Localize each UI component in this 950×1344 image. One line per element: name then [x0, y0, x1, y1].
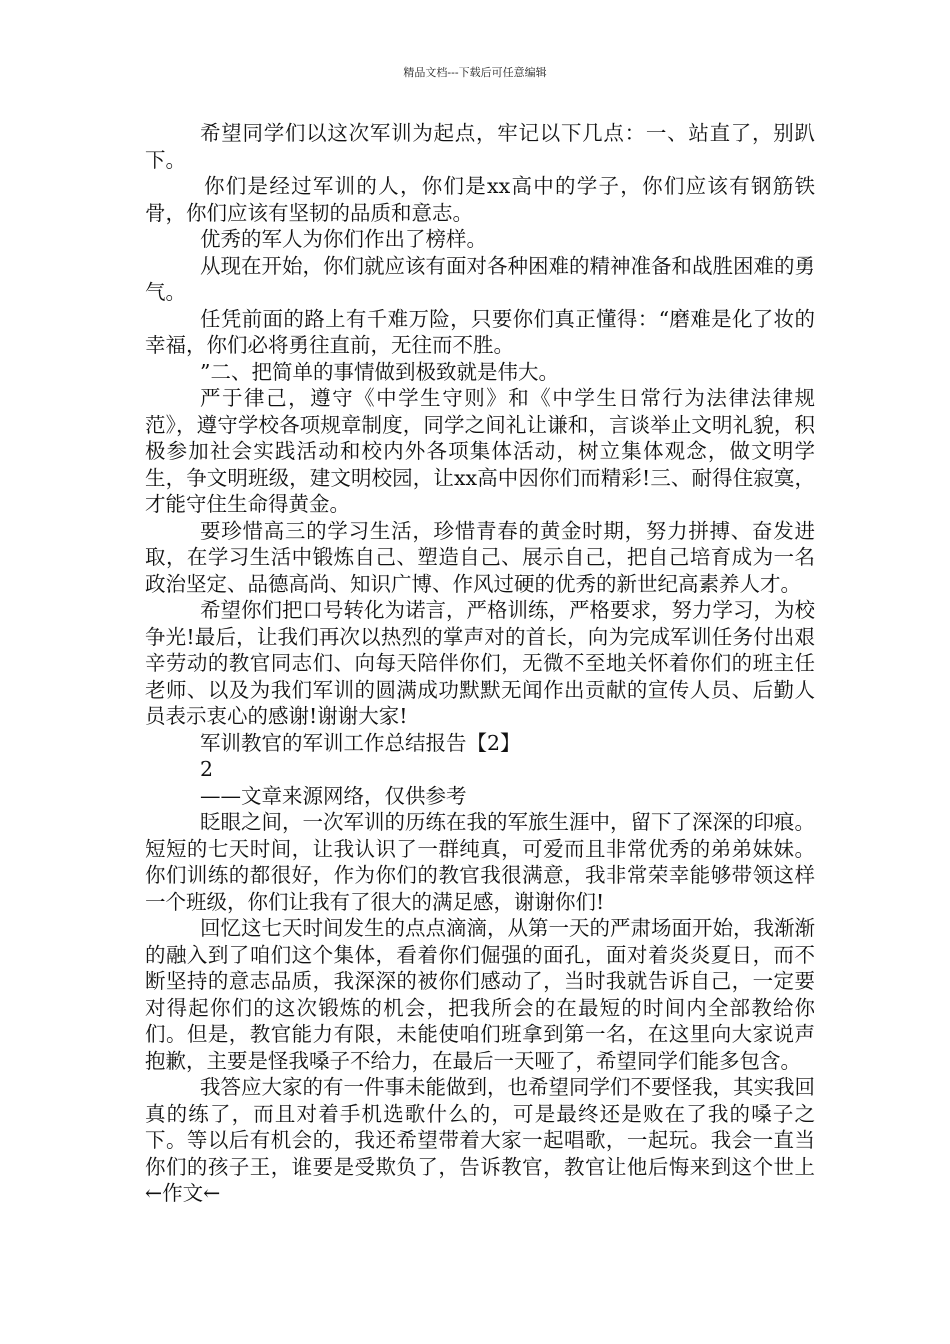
paragraph: 希望同学们以这次军训为起点，牢记以下几点：一、站直了，别趴下。: [145, 121, 815, 172]
paragraph: 优秀的军人为你们作出了榜样。: [200, 227, 487, 251]
paragraph: 任凭前面的路上有千难万险，只要你们真正懂得：“磨难是化了妆的幸福，你们必将勇往直前，无往而不胜。: [145, 306, 815, 357]
section-title: 军训教官的军训工作总结报告【2】: [200, 730, 521, 755]
source-note: ——文章来源网络，仅供参考: [200, 783, 467, 808]
section-number: 2: [200, 757, 214, 781]
paragraph: ”二、把简单的事情做到极致就是伟大。: [200, 359, 559, 384]
document-body: [145, 120, 815, 1207]
paragraph: 希望你们把口号转化为诺言，严格训练，严格要求，努力学习，为校争光!最后，让我们再次以热烈的掌声对的首长，向为完成军训任务付出艰辛劳动的教官同志们、向每天陪伴你们，无微不至地关怀着你们的班主任老师、以及为我们军训的圆满成功默默无闻作出贡献的宣传人员、后勤人员表示衷心的感谢!谢谢大家!: [145, 598, 815, 728]
paragraph: 我答应大家的有一件事未能做到，也希望同学们不要怪我，其实我回真的练了，而且对着手机选歌什么的，可是最终还是败在了我的嗓子之下。等以后有机会的，我还希望带着大家一起唱歌，一起玩。我会一直当你们的孩子王，谁要是受欺负了，告诉教官，教官让他后悔来到这个世上←作文←: [145, 1075, 815, 1205]
paragraph: 严于律己，遵守《中学生守则》和《中学生日常行为法律法律规范》，遵守学校各项规章制度，同学之间礼让谦和，言谈举止文明礼貌，积极参加社会实践活动和校内外各项集体活动，树立集体观念，做文明学生，争文明班级，建文明校园，让xx高中因你们而精彩!三、耐得住寂寞，才能守住生命得黄金。: [145, 386, 815, 516]
page-header: 精品文档---下载后可任意编辑: [403, 66, 547, 79]
paragraph: 要珍惜高三的学习生活，珍惜青春的黄金时期，努力拼搏、奋发进取，在学习生活中锻炼自己、塑造自己、展示自己，把自己培育成为一名政治坚定、品德高尚、知识广博、作风过硬的优秀的新世纪高素养人才。: [145, 518, 815, 596]
paragraph: 从现在开始，你们就应该有面对各种困难的精神准备和战胜困难的勇气。: [145, 253, 815, 304]
paragraph: 回忆这七天时间发生的点点滴滴，从第一天的严肃场面开始，我渐渐的融入到了咱们这个集体，看着你们倔强的面孔，面对着炎炎夏日，而不断坚持的意志品质，我深深的被你们感动了，当时我就告诉自己，一定要对得起你们的这次锻炼的机会，把我所会的在最短的时间内全部教给你们。但是，教官能力有限，未能使咱们班拿到第一名，在这里向大家说声抱歉，主要是怪我嗓子不给力，在最后一天哑了，希望同学们能多包含。: [145, 916, 815, 1073]
paragraph: 你们是经过军训的人，你们是xx高中的学子，你们应该有钢筋铁骨，你们应该有坚韧的品质和意志。: [145, 174, 815, 225]
paragraph: 眨眼之间，一次军训的历练在我的军旅生涯中，留下了深深的印痕。短短的七天时间，让我认识了一群纯真，可爱而且非常优秀的弟弟妹妹。你们训练的都很好，作为你们的教官我很满意，我非常荣幸能够带领这样一个班级，你们让我有了很大的满足感，谢谢你们!: [145, 810, 815, 914]
